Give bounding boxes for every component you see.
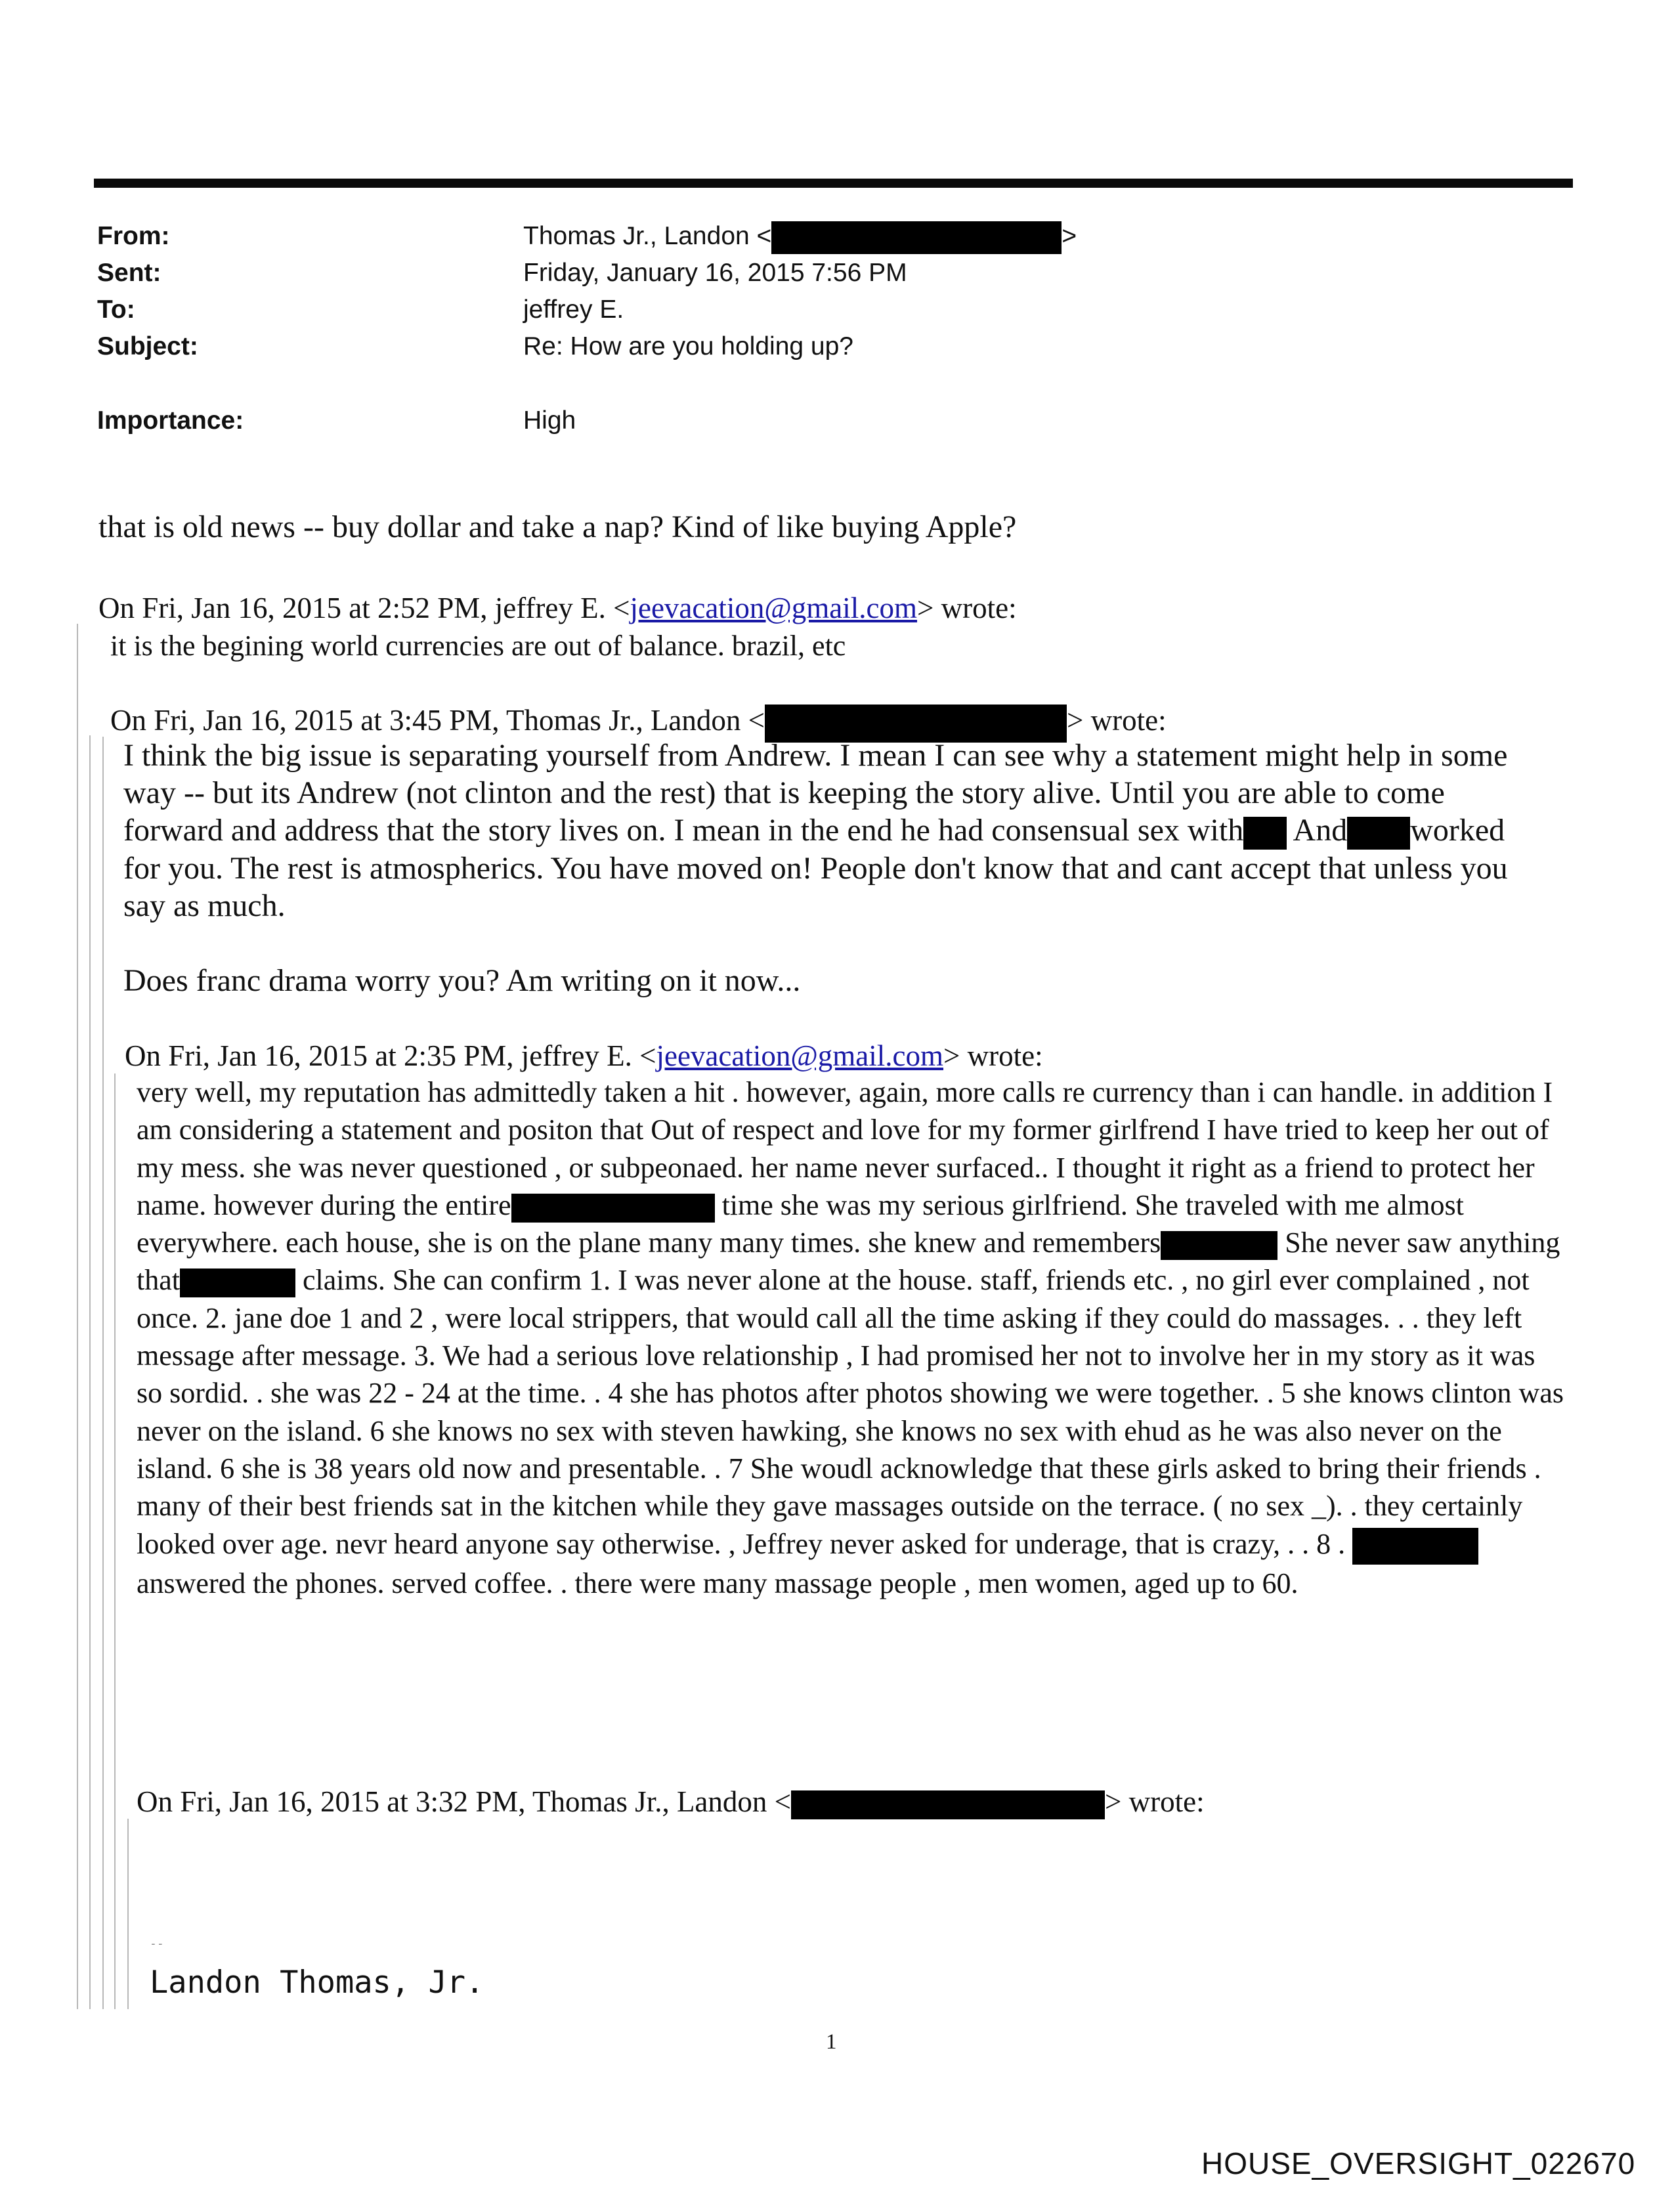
quote3-text: very well, my reputation has admittedly taken a hit . however, again, more calls re currency than i can handle. in addition I am considering a statement and positon that Out of respect and love for my former girlfrend I have tried to keep her out of my mess. she was never questioned , or subpeonaed. her name never surfaced.. I thought it right as a friend to protect her name. however during the entire — [137, 1076, 1553, 1221]
quote3-text: time she was my serious girlfriend. She traveled with me almost everywhere. each house, she is on the plane many many times. she knew and remembers — [137, 1188, 1464, 1259]
sent-label: Sent: — [97, 259, 161, 287]
quote2-intro-prefix: On Fri, Jan 16, 2015 at 3:45 PM, Thomas Jr., Landon < — [110, 704, 765, 737]
quote-bar — [77, 624, 78, 2009]
signature-separator: -- — [150, 1937, 164, 1951]
quote4-intro-suffix: > wrote: — [1105, 1785, 1205, 1818]
quote2-paragraph — [123, 737, 1535, 924]
redaction-block — [771, 221, 1062, 254]
quote3-text: claims. She can confirm 1. I was never alone at the house. staff, friends etc. , no girl ever complained , not once. 2. jane doe 1 and 2 , were local strippers, that would call all the time asking if they could do massages. . . they left message after message. 3. We had a serious love relationship , I had promised her not to involve her in my story as it was so sordid. . she was 22 - 24 at the time. . 4 she has photos after photos showing we were together. . 5 she knows clinton was never on the island. 6 she knows no sex with steven hawking, she knows no sex with ehud as he was also never on the island. 6 she is 38 years old now and presentable. . 7 She woudl acknowledge that these girls asked to bring their friends . many of their best friends sat in the kitchen while they gave massages outside on the terrace. ( no sex _). . they certainly looked over age. nevr heard anyone say otherwise. , Jeffrey never asked for underage, that is crazy, . . 8 . — [137, 1264, 1564, 1560]
quote3-text: She never saw anything that — [137, 1226, 1560, 1297]
quote3-intro-suffix: > wrote: — [943, 1039, 1043, 1072]
quote1-body: it is the begining world currencies are out of balance. brazil, etc — [110, 630, 846, 662]
bates-number: HOUSE_OVERSIGHT_022670 — [1201, 2146, 1636, 2180]
importance-label: Importance: — [97, 406, 244, 435]
redaction-block — [1161, 1231, 1277, 1260]
quote1-intro — [98, 591, 1017, 625]
redaction-block — [1243, 817, 1287, 850]
from-close: > — [1062, 222, 1077, 250]
redaction-block — [180, 1269, 295, 1297]
to-value: jeffrey E. — [523, 295, 624, 324]
header-rule — [94, 179, 1573, 188]
email-link[interactable]: jeevacation@gmail.com — [656, 1039, 944, 1072]
quote3-intro — [125, 1039, 1043, 1073]
quote4-intro-prefix: On Fri, Jan 16, 2015 at 3:32 PM, Thomas Jr., Landon < — [137, 1785, 792, 1818]
reply-text: that is old news -- buy dollar and take a nap? Kind of like buying Apple? — [98, 510, 1017, 544]
signature-name: Landon Thomas, Jr. — [150, 1964, 484, 2001]
redaction-block — [1352, 1528, 1478, 1565]
quote-bar — [89, 735, 91, 2009]
quote3-text: answered the phones. served coffee. . there were many massage people , men women, aged up to 60. — [137, 1567, 1298, 1600]
quote2-text: And — [1287, 813, 1348, 848]
subject-label: Subject: — [97, 332, 198, 360]
quote1-intro-suffix: > wrote: — [917, 592, 1017, 624]
to-label: To: — [97, 295, 135, 324]
quote4-intro — [137, 1785, 1205, 1819]
page-number: 1 — [826, 2030, 837, 2054]
quote3-body — [137, 1073, 1568, 1603]
quote2-intro-suffix: > wrote: — [1067, 704, 1167, 737]
quote-bar — [127, 1819, 129, 2009]
quote1-intro-prefix: On Fri, Jan 16, 2015 at 2:52 PM, jeffrey E. < — [98, 592, 630, 624]
quote2-text: worked for you. The rest is atmospherics. You have moved on! People don't know that and cant accept that unless you say as much. — [123, 813, 1508, 923]
sent-value: Friday, January 16, 2015 7:56 PM — [523, 259, 907, 287]
from-name: Thomas Jr., Landon < — [523, 222, 772, 250]
redaction-block — [791, 1790, 1105, 1819]
from-value — [523, 218, 1077, 255]
quote2-body — [123, 737, 1535, 999]
subject-value: Re: How are you holding up? — [523, 332, 853, 360]
email-link[interactable]: jeevacation@gmail.com — [630, 592, 918, 624]
quote3-intro-prefix: On Fri, Jan 16, 2015 at 2:35 PM, jeffrey E. < — [125, 1039, 656, 1072]
quote2-paragraph: Does franc drama worry you? Am writing on it now... — [123, 963, 801, 998]
quote-bar — [102, 737, 104, 2009]
importance-value: High — [523, 406, 576, 435]
quote2-text: I think the big issue is separating yourself from Andrew. I mean I can see why a statement might help in some way -- but its Andrew (not clinton and the rest) that is keeping the story alive. Until you are able to come forward and address that the story lives on. I mean in the end he had consensual sex with — [123, 738, 1508, 848]
quote-bar — [114, 1073, 116, 2009]
redaction-block — [1347, 817, 1410, 850]
redaction-block — [511, 1194, 715, 1223]
from-label: From: — [97, 222, 170, 250]
